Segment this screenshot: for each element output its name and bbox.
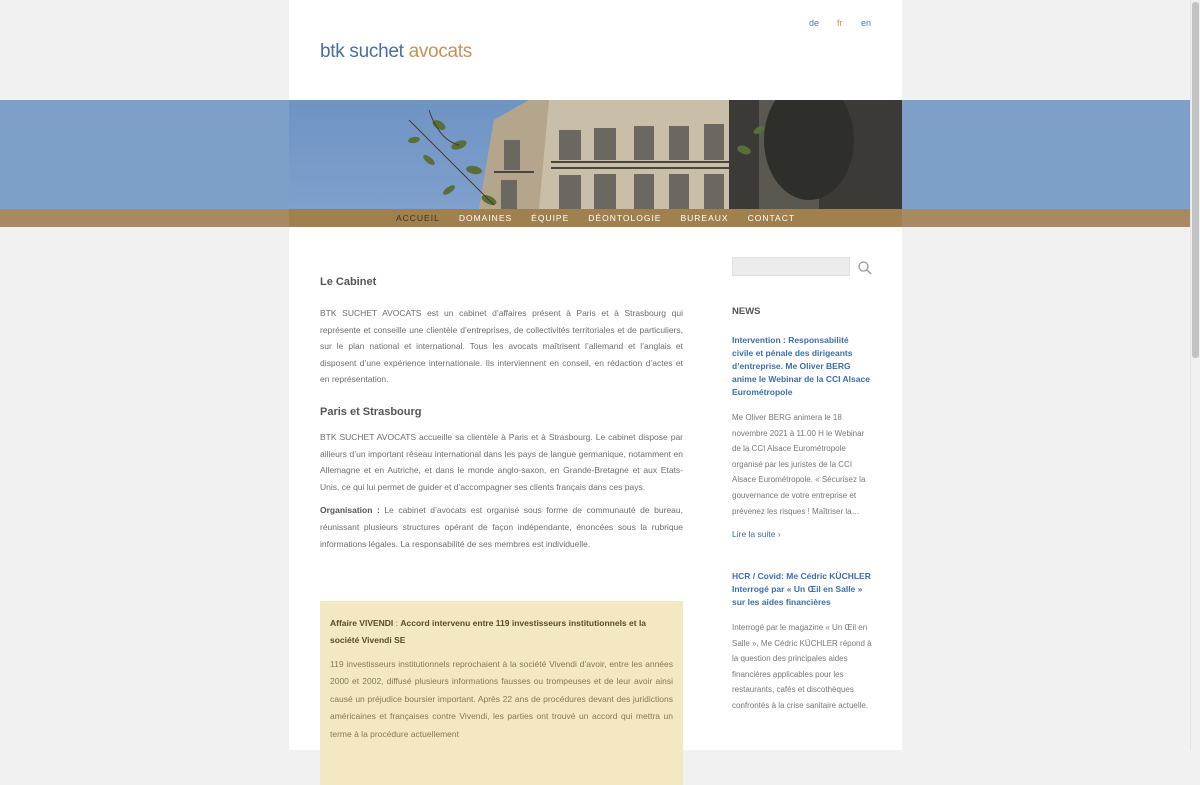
news-heading-text: NEWS	[732, 306, 761, 317]
header-banner-image	[289, 100, 902, 209]
lang-fr-link[interactable]: fr	[837, 18, 843, 28]
lang-de-link[interactable]: de	[809, 18, 820, 28]
search-icon	[857, 260, 873, 276]
news-post-2	[732, 570, 872, 714]
building-photo	[289, 100, 902, 209]
site-logo[interactable]	[320, 41, 472, 63]
news-post-1-read-more-link[interactable]: Lire la suite ›	[732, 529, 781, 540]
main-content	[320, 276, 683, 552]
logo-text-primary: btk suchet	[320, 41, 404, 62]
organisation-label: Organisation :	[320, 505, 380, 516]
news-heading	[732, 306, 872, 317]
nav-bureaux[interactable]: BUREAUX	[680, 213, 729, 223]
logo-text-secondary: avocats	[408, 41, 472, 62]
nav-accueil[interactable]: ACCUEIL	[395, 213, 440, 223]
search-button[interactable]	[857, 260, 873, 276]
callout-title-rest: Accord intervenu entre 119 investisseurs institutionnels et la société Vivendi SE	[330, 618, 647, 645]
section-title-cabinet: Le Cabinet	[320, 276, 377, 288]
section-title-paris-strasbourg: Paris et Strasbourg	[320, 405, 422, 418]
callout-title-separator: :	[393, 618, 401, 628]
nav-domaines[interactable]: DOMAINES	[458, 213, 513, 223]
nav-equipe[interactable]: ÉQUIPE	[531, 213, 570, 223]
vivendi-callout-box	[320, 601, 683, 785]
section-text-paris-strasbourg: BTK SUCHET AVOCATS accueille sa clientèle à Paris et à Strasbourg. Le cabinet dispose par ailleurs d’un important réseau international dans les pays de langue germanique, notamment en Allemagne et en Autriche, et dans le monde anglo-saxon, en Grande-Bretagne et aux Etats-Unis, ce qui lui permet de guider et d’accompagner ses clients français dans ces pays.	[320, 431, 683, 492]
news-post-1	[732, 334, 872, 539]
main-navigation	[289, 209, 902, 227]
section-text-cabinet: BTK SUCHET AVOCATS est un cabinet d’affaires présent à Paris et à Strasbourg qui représente et conseille une clientèle d’entreprises, de collectivités territoriales et de particuliers, sur le plan national et international. Tous les avocats maîtrisent l’allemand et l’anglais et disposent d’une expérience internationale. Ils interviennent en conseil, en rédaction d’actes et en représentation.	[320, 308, 683, 385]
nav-deontologie[interactable]: DÉONTOLOGIE	[588, 213, 662, 223]
search-input[interactable]	[732, 257, 850, 276]
organisation-text: Le cabinet d’avocats est organisé sous forme de communauté de bureau, réunissant plusieurs structures opérant de façon indépendante, énoncées sous la rubrique informations légales. La responsabilité de ses membres est individuelle.	[320, 505, 683, 549]
news-post-2-excerpt: Interrogé par le magazine « Un Œil en Salle », Me Cédric KÜCHLER répond à la question des principales aides financières applicables pour les restaurants, cafés et discothèques confrontés à la crise sanitaire actuelle.	[732, 623, 872, 710]
news-post-2-title[interactable]: HCR / Covid: Me Cédric KÜCHLER Interrogé par « Un Œil en Salle » sur les aides financières	[732, 571, 871, 607]
nav-contact[interactable]: CONTACT	[747, 213, 796, 223]
organisation-paragraph	[320, 502, 683, 552]
callout-text: 119 investisseurs institutionnels reprochaient à la société Vivendi d’avoir, entre les années 2000 et 2002, diffusé plusieurs informations fausses ou trompeuses et de leur avoir ainsi causé un préjudice boursier important. Après 22 ans de procédures devant des juridictions américaines et françaises contre Vivendi, les parties ont trouvé un accord qui mettra un terme à la procédure actuellement	[330, 659, 673, 739]
news-post-1-excerpt: Me Oliver BERG animera le 18 novembre 2021 à 11.00 H le Webinar de la CCI Alsace Eurométropole organisé par les juristes de la CCI Alsace Eurométropole. « Sécurisez la gouvernance de votre entreprise et prévenez les risques ! Maîtriser la…	[732, 413, 866, 516]
scrollbar-thumb[interactable]	[1192, 2, 1199, 358]
lang-en-link[interactable]: en	[861, 18, 872, 28]
callout-title-prefix: Affaire VIVENDI	[330, 618, 394, 628]
news-post-1-title[interactable]: Intervention : Responsabilité civile et pénale des dirigeants d’entreprise. Me Oliver BERG anime le Webinar de la CCI Alsace Eurométropole	[732, 335, 870, 397]
callout-title	[330, 615, 673, 649]
